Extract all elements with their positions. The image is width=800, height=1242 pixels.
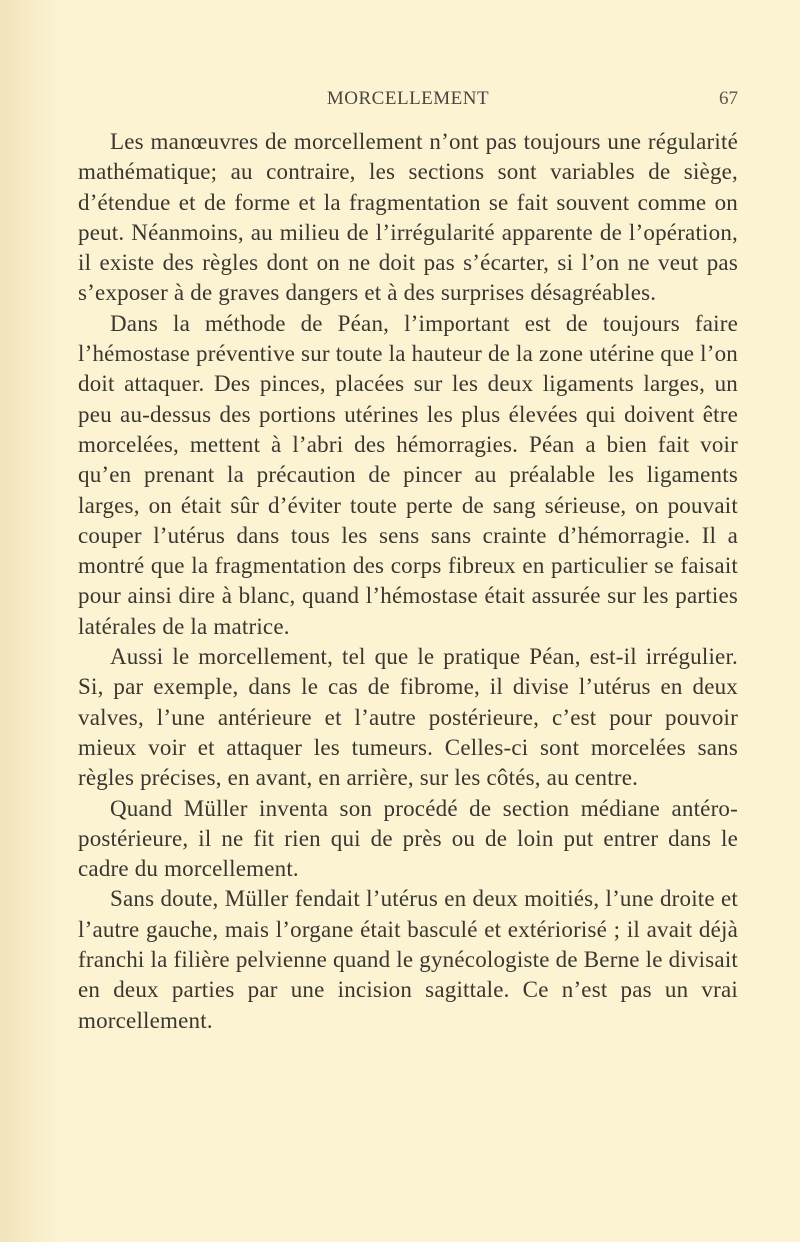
page-number: 67 (719, 88, 738, 109)
paragraph: Sans doute, Müller fendait l’utérus en deux moitiés, l’une droite et l’autre gauche, mais l’organe était basculé et extériorisé ; il avait déjà franchi la filière pelvienne quand le gynécologiste de Berne le divisait en deux parties par une incision sagittale. Ce n’est pas un vrai morcellement. (78, 886, 738, 1033)
paragraph: Aussi le morcellement, tel que le pratique Péan, est-il irrégulier. Si, par exemple, dans le cas de fibrome, il divise l’utérus en deux valves, l’une antérieure et l’autre postérieure, c’est pour pouvoir mieux voir et attaquer les tumeurs. Celles-ci sont morcelées sans règles précises, en avant, en arrière, sur les côtés, au centre. (78, 644, 738, 791)
running-head (78, 88, 738, 118)
paragraph: Dans la méthode de Péan, l’important est de toujours faire l’hémostase préventive sur toute la hauteur de la zone utérine que l’on doit attaquer. Des pinces, placées sur les deux ligaments larges, un peu au-dessus des portions utérines les plus élevées qui doivent être morcelées, mettent à l’abri des hémorragies. Péan a bien fait voir qu’en prenant la précaution de pincer au préalable les ligaments larges, on était sûr d’éviter toute perte de sang sérieuse, on pouvait couper l’utérus dans tous les sens sans crainte d’hémorragie. Il a montré que la fragmentation des corps fibreux en particulier se faisait pour ainsi dire à blanc, quand l’hémostase était assurée sur les parties latérales de la matrice. (78, 310, 738, 639)
paragraph: Les manœuvres de morcellement n’ont pas toujours une régularité mathématique; au contraire, les sections sont variables de siège, d’étendue et de forme et la fragmentation se fait souvent comme on peut. Néanmoins, au milieu de l’irrégularité apparente de l’opération, il existe des règles dont on ne doit pas s’écarter, si l’on ne veut pas s’exposer à de graves dangers et à des surprises désagréables. (78, 129, 738, 306)
running-head-title: MORCELLEMENT (326, 88, 490, 109)
body-text (78, 127, 738, 1036)
paragraph: Quand Müller inventa son procédé de section médiane antéro-postérieure, il ne fit rien qui de près ou de loin put entrer dans le cadre du morcellement. (78, 795, 738, 882)
